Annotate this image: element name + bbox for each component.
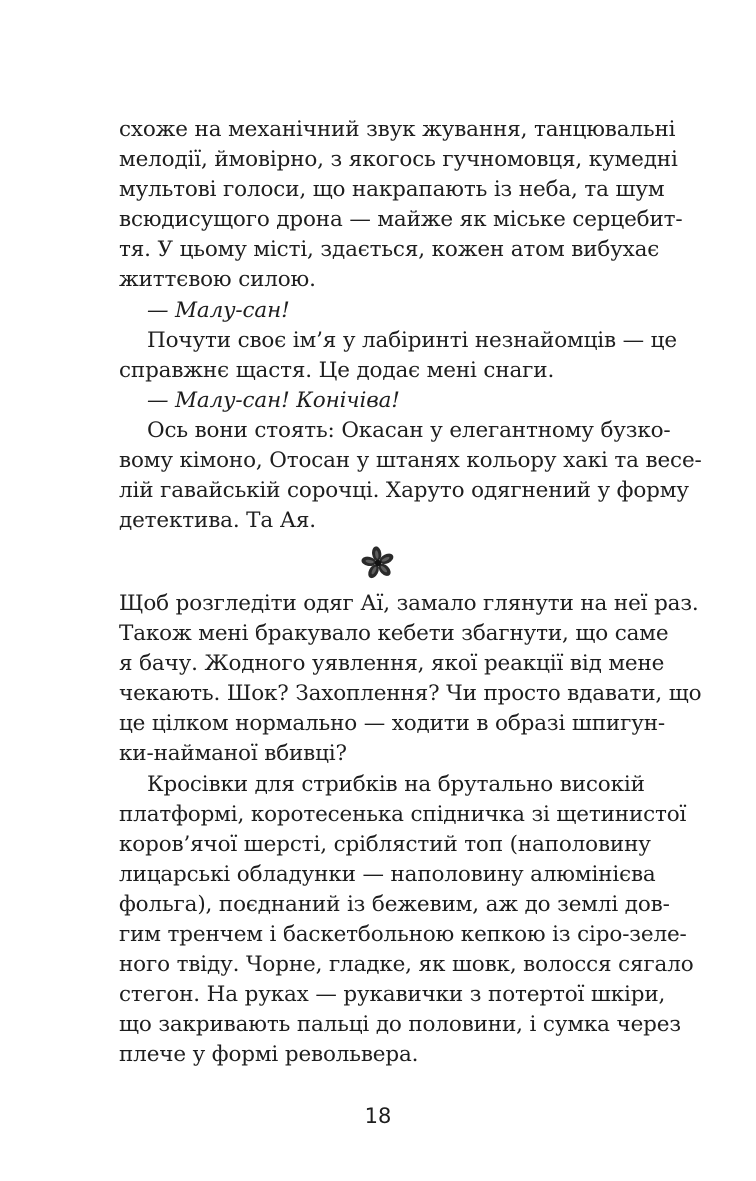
text-block-bottom	[119, 589, 702, 1071]
text-line: ного твіду. Чорне, гладке, як шовк, волосся сягало	[119, 952, 694, 978]
text-line: життєвою силою.	[119, 267, 316, 293]
text-line: плече у формі револьвера.	[119, 1042, 419, 1068]
dialogue-line: — Малу-сан!	[147, 297, 290, 323]
text-block-top	[119, 115, 702, 536]
text-line: схоже на механічний звук жування, танцювальні	[119, 117, 676, 142]
text-line: справжнє щастя. Це додає мені снаги.	[119, 357, 555, 383]
text-line: мелодії, ймовірно, з якогось гучномовця, кумедні	[119, 147, 678, 173]
text-line: Кросівки для стрибків на брутально високій	[147, 771, 645, 797]
text-line: фольга), поєднаний із бежевим, аж до землі дов-	[119, 891, 670, 917]
page-number: 18	[364, 1104, 392, 1128]
flower-ornament-icon	[360, 545, 396, 581]
text-line: лицарські обладунки — наполовину алюмінієва	[119, 861, 656, 887]
text-line: що закривають пальці до половини, і сумка через	[119, 1012, 681, 1038]
text-line: всюдисущого дрона — майже як міське серцебит-	[119, 207, 683, 233]
text-line: я бачу. Жодного уявлення, якої реакції від мене	[119, 651, 665, 677]
text-line: ки-найманої вбивці?	[119, 741, 347, 767]
text-line: Ось вони стоять: Окасан у елегантному бузко-	[147, 417, 671, 443]
text-line: стегон. На руках — рукавички з потертої шкіри,	[119, 982, 666, 1008]
text-line: детектива. Та Ая.	[119, 508, 316, 534]
text-line: платформі, коротесенька спідничка зі щетинистої	[119, 801, 687, 827]
text-line: чекають. Шок? Захоплення? Чи просто вдавати, що	[119, 681, 702, 707]
text-line: Також мені бракувало кебети збагнути, що саме	[119, 621, 669, 647]
dialogue-line: — Малу-сан! Конічіва!	[147, 387, 400, 413]
text-line: Щоб розгледіти одяг Аї, замало глянути на неї раз.	[119, 591, 699, 616]
text-line: Почути своє ім’я у лабіринті незнайомців — це	[147, 327, 677, 353]
text-line: вому кімоно, Отосан у штанях кольору хакі та весе-	[119, 448, 702, 474]
text-line: коров’ячої шерсті, сріблястий топ (наполовину	[119, 831, 651, 857]
text-line: гим тренчем і баскетбольною кепкою із сіро-зеле-	[119, 922, 687, 948]
text-line: це цілком нормально — ходити в образі шпигун-	[119, 711, 666, 737]
text-line: тя. У цьому місті, здається, кожен атом вибухає	[119, 237, 660, 263]
text-line: мультові голоси, що накрапають із неба, та шум	[119, 177, 665, 203]
text-line: лій гавайській сорочці. Харуто одягнений у форму	[119, 478, 689, 504]
